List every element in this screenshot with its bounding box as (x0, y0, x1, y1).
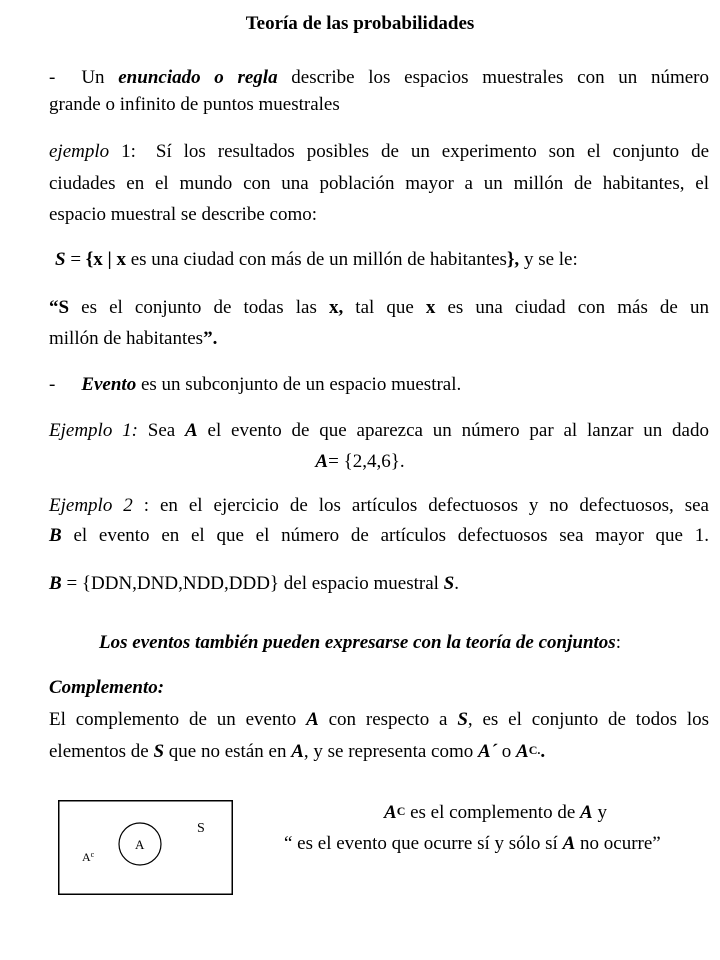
ejemplo2-evento-line-1: Ejemplo 2 : en el ejercicio de los artículos defectuosos y no defectuosos, sea (49, 495, 709, 516)
set-B: B = {DDN,DND,NDD,DDD} del espacio muestral S. (49, 573, 459, 594)
complemento-line-2: elementos de S que no están en A, y se representa como A´ o $A^{C.}$. (49, 741, 546, 762)
ejemplo1-line-3: espacio muestral se describe como: (49, 204, 318, 225)
venn-S-label: S (197, 821, 205, 836)
quote-line-1: “S es el conjunto de todas las x, tal que x es una ciudad con más de un (49, 297, 709, 318)
evento-definition: - Evento es un subconjunto de un espacio muestral. (49, 374, 462, 395)
complemento-heading: Complemento: (49, 677, 165, 698)
ejemplo1-line-2: ciudades en el mundo con una población mayor a un millón de habitantes, el (49, 173, 709, 194)
ejemplo1-evento-set: A= {2,4,6}. (315, 451, 405, 472)
venn-Ac-label: $A^c$ (82, 850, 95, 864)
venn-diagram (58, 800, 233, 895)
complement-explain-line-2: “ es el evento que ocurre sí y sólo sí A no ocurre” (284, 833, 661, 854)
bullet-dash: - (49, 374, 56, 395)
page-title: Teoría de las probabilidades (245, 13, 475, 34)
ejemplo1-evento-line-1: Ejemplo 1: Sea A el evento de que aparezca un número par al lanzar un dado (49, 420, 709, 441)
ejemplo1-line-1: ejemplo 1: Sí los resultados posibles de un experimento son el conjunto de (49, 141, 709, 162)
venn-A-label: A (135, 837, 145, 852)
conjuntos-heading: Los eventos también pueden expresarse con la teoría de conjuntos: (99, 632, 621, 653)
venn-diagram-svg (58, 800, 233, 895)
ejemplo1-label: ejemplo (49, 141, 110, 162)
enunciado-term: enunciado o regla (118, 67, 278, 88)
evento-term: Evento (81, 374, 137, 395)
set-definition: S = {x | x es una ciudad con más de un millón de habitantes}, y se le: (55, 249, 578, 270)
complemento-line-1: El complemento de un evento A con respecto a S, es el conjunto de todos los (49, 709, 709, 730)
ejemplo2-evento-line-2: B el evento en el que el número de artículos defectuosos sea mayor que 1. (49, 525, 709, 546)
bullet-dash: - (49, 67, 56, 88)
complement-explain-line-1: $A^C$ es el complemento de A y (384, 802, 607, 823)
quote-line-2: millón de habitantes”. (49, 328, 218, 349)
enunciado-line-1: - Un enunciado o regla describe los espacios muestrales con un número (49, 67, 710, 88)
enunciado-line-2: grande o infinito de puntos muestrales (49, 94, 340, 115)
